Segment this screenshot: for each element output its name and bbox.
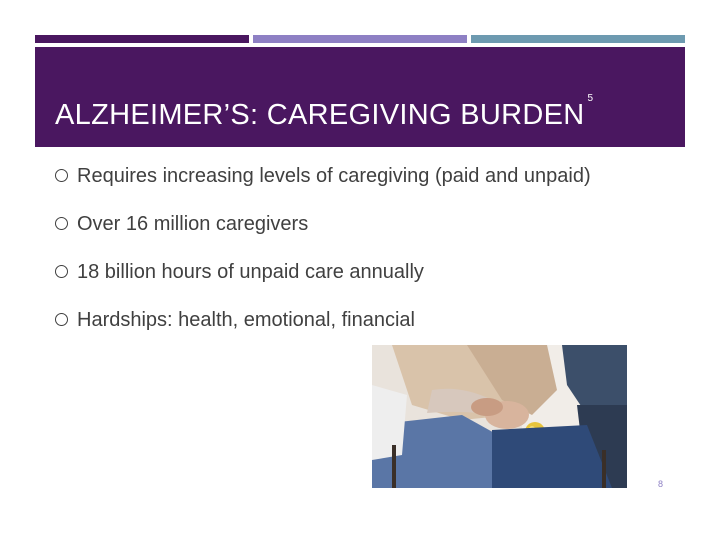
bullet-item [55, 259, 635, 285]
bullet-text: Requires increasing levels of caregiving (paid and unpaid) [77, 165, 591, 187]
bullet-text: Over 16 million caregivers [77, 213, 309, 235]
bullet-circle-icon [55, 265, 68, 278]
title-band [35, 47, 685, 147]
bullet-item [55, 163, 635, 189]
slide-title [55, 93, 594, 132]
caregiver-photo [372, 345, 627, 488]
bullet-list [55, 163, 635, 355]
bullet-circle-icon [55, 217, 68, 230]
title-reference: 5 [587, 93, 594, 105]
slide-number: 8 [658, 479, 664, 489]
header-accent-bar-teal [471, 35, 685, 43]
bullet-text: 18 billion hours of unpaid care annually [77, 261, 424, 283]
bullet-circle-icon [55, 313, 68, 326]
bullet-item [55, 211, 635, 237]
slide-title-text: ALZHEIMER’S: CAREGIVING BURDEN [55, 99, 585, 131]
bullet-circle-icon [55, 169, 68, 182]
bullet-item [55, 307, 635, 333]
header-accent-bar-lavender [253, 35, 467, 43]
caregiver-holding-hands-illustration [372, 345, 627, 488]
header-accent-bar-purple [35, 35, 249, 43]
bullet-text: Hardships: health, emotional, financial [77, 309, 415, 331]
